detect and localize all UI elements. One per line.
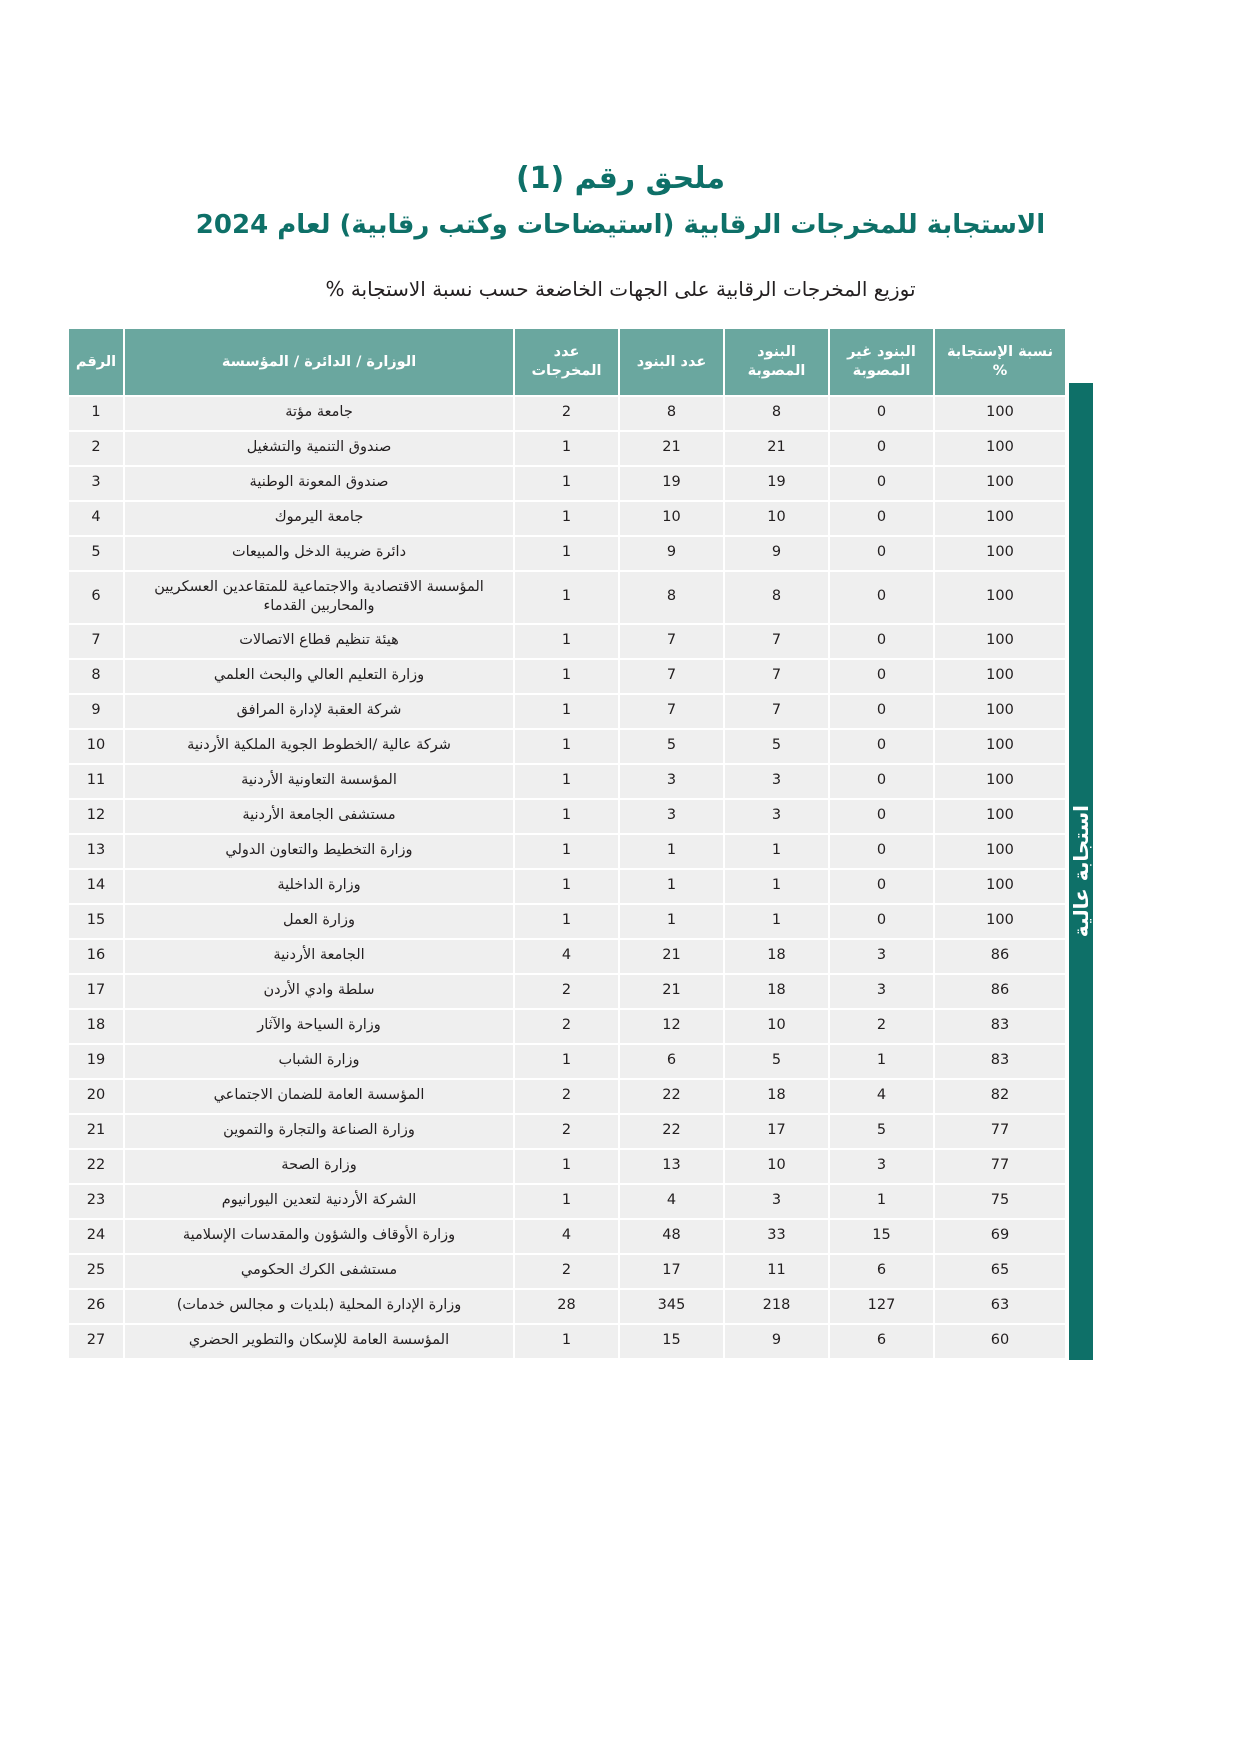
title-block: [0, 0, 1241, 243]
cell-unfixed-items: 0: [830, 502, 933, 535]
cell-response-rate: 100: [935, 572, 1065, 623]
cell-outputs-count: 1: [515, 835, 618, 868]
cell-outputs-count: 4: [515, 940, 618, 973]
table-row: [69, 502, 1065, 535]
cell-organization: وزارة التعليم العالي والبحث العلمي: [125, 660, 513, 693]
cell-unfixed-items: 3: [830, 1150, 933, 1183]
cell-unfixed-items: 3: [830, 975, 933, 1008]
table-container: [75, 327, 1093, 1360]
column-header-outputs-count: عدد المخرجات: [515, 329, 618, 395]
cell-organization: وزارة الإدارة المحلية (بلديات و مجالس خدمات): [125, 1290, 513, 1323]
cell-fixed-items: 8: [725, 572, 828, 623]
cell-number: 16: [69, 940, 123, 973]
cell-fixed-items: 7: [725, 660, 828, 693]
cell-response-rate: 75: [935, 1185, 1065, 1218]
cell-outputs-count: 1: [515, 765, 618, 798]
cell-fixed-items: 1: [725, 870, 828, 903]
cell-organization: شركة العقبة لإدارة المرافق: [125, 695, 513, 728]
cell-response-rate: 83: [935, 1045, 1065, 1078]
cell-number: 9: [69, 695, 123, 728]
table-row: [69, 397, 1065, 430]
cell-response-rate: 86: [935, 975, 1065, 1008]
cell-items-count: 1: [620, 905, 723, 938]
table-row: [69, 940, 1065, 973]
cell-number: 15: [69, 905, 123, 938]
cell-organization: وزارة الصناعة والتجارة والتموين: [125, 1115, 513, 1148]
cell-outputs-count: 1: [515, 625, 618, 658]
cell-organization: صندوق التنمية والتشغيل: [125, 432, 513, 465]
cell-outputs-count: 4: [515, 1220, 618, 1253]
cell-items-count: 3: [620, 765, 723, 798]
cell-unfixed-items: 0: [830, 835, 933, 868]
cell-fixed-items: 5: [725, 730, 828, 763]
table-row: [69, 695, 1065, 728]
cell-items-count: 345: [620, 1290, 723, 1323]
cell-items-count: 21: [620, 432, 723, 465]
cell-outputs-count: 1: [515, 1045, 618, 1078]
table-row: [69, 1325, 1065, 1358]
cell-organization: المؤسسة العامة للضمان الاجتماعي: [125, 1080, 513, 1113]
table-row: [69, 660, 1065, 693]
cell-response-rate: 100: [935, 870, 1065, 903]
cell-unfixed-items: 0: [830, 730, 933, 763]
cell-organization: وزارة الداخلية: [125, 870, 513, 903]
cell-items-count: 19: [620, 467, 723, 500]
cell-outputs-count: 1: [515, 695, 618, 728]
cell-unfixed-items: 0: [830, 905, 933, 938]
cell-number: 11: [69, 765, 123, 798]
cell-response-rate: 100: [935, 905, 1065, 938]
cell-outputs-count: 1: [515, 572, 618, 623]
cell-items-count: 22: [620, 1080, 723, 1113]
cell-items-count: 1: [620, 870, 723, 903]
cell-response-rate: 65: [935, 1255, 1065, 1288]
cell-organization: المؤسسة العامة للإسكان والتطوير الحضري: [125, 1325, 513, 1358]
cell-response-rate: 77: [935, 1150, 1065, 1183]
cell-unfixed-items: 0: [830, 625, 933, 658]
cell-unfixed-items: 0: [830, 397, 933, 430]
cell-number: 12: [69, 800, 123, 833]
cell-items-count: 8: [620, 397, 723, 430]
cell-unfixed-items: 0: [830, 695, 933, 728]
table-row: [69, 870, 1065, 903]
cell-outputs-count: 1: [515, 730, 618, 763]
cell-fixed-items: 8: [725, 397, 828, 430]
cell-unfixed-items: 0: [830, 572, 933, 623]
cell-response-rate: 60: [935, 1325, 1065, 1358]
cell-fixed-items: 7: [725, 695, 828, 728]
cell-outputs-count: 2: [515, 397, 618, 430]
cell-outputs-count: 1: [515, 870, 618, 903]
cell-items-count: 48: [620, 1220, 723, 1253]
cell-number: 27: [69, 1325, 123, 1358]
cell-outputs-count: 1: [515, 502, 618, 535]
cell-number: 24: [69, 1220, 123, 1253]
table-row: [69, 1220, 1065, 1253]
cell-fixed-items: 9: [725, 537, 828, 570]
cell-unfixed-items: 0: [830, 765, 933, 798]
cell-fixed-items: 5: [725, 1045, 828, 1078]
cell-outputs-count: 1: [515, 1185, 618, 1218]
cell-response-rate: 100: [935, 467, 1065, 500]
cell-outputs-count: 1: [515, 432, 618, 465]
cell-response-rate: 100: [935, 660, 1065, 693]
cell-response-rate: 100: [935, 730, 1065, 763]
cell-unfixed-items: 6: [830, 1255, 933, 1288]
cell-number: 19: [69, 1045, 123, 1078]
table-row: [69, 467, 1065, 500]
cell-number: 22: [69, 1150, 123, 1183]
table-row: [69, 432, 1065, 465]
cell-response-rate: 69: [935, 1220, 1065, 1253]
cell-unfixed-items: 0: [830, 800, 933, 833]
cell-number: 14: [69, 870, 123, 903]
cell-outputs-count: 1: [515, 1150, 618, 1183]
cell-organization: مستشفى الكرك الحكومي: [125, 1255, 513, 1288]
table-row: [69, 1255, 1065, 1288]
cell-number: 10: [69, 730, 123, 763]
cell-organization: المؤسسة الاقتصادية والاجتماعية للمتقاعدين العسكريين والمحاربين القدماء: [125, 572, 513, 623]
cell-fixed-items: 9: [725, 1325, 828, 1358]
cell-outputs-count: 1: [515, 905, 618, 938]
cell-organization: جامعة اليرموك: [125, 502, 513, 535]
response-table: [67, 327, 1067, 1360]
cell-number: 18: [69, 1010, 123, 1043]
cell-items-count: 9: [620, 537, 723, 570]
cell-outputs-count: 1: [515, 800, 618, 833]
cell-organization: وزارة الأوقاف والشؤون والمقدسات الإسلامية: [125, 1220, 513, 1253]
cell-response-rate: 82: [935, 1080, 1065, 1113]
cell-items-count: 13: [620, 1150, 723, 1183]
cell-organization: هيئة تنظيم قطاع الاتصالات: [125, 625, 513, 658]
cell-fixed-items: 33: [725, 1220, 828, 1253]
table-row: [69, 1185, 1065, 1218]
category-band-high-response: [1069, 383, 1093, 1360]
cell-number: 3: [69, 467, 123, 500]
cell-fixed-items: 18: [725, 1080, 828, 1113]
cell-number: 13: [69, 835, 123, 868]
cell-number: 6: [69, 572, 123, 623]
cell-response-rate: 100: [935, 800, 1065, 833]
cell-response-rate: 83: [935, 1010, 1065, 1043]
table-row: [69, 765, 1065, 798]
cell-organization: وزارة الشباب: [125, 1045, 513, 1078]
cell-unfixed-items: 1: [830, 1185, 933, 1218]
table-row: [69, 625, 1065, 658]
cell-number: 5: [69, 537, 123, 570]
cell-unfixed-items: 2: [830, 1010, 933, 1043]
cell-outputs-count: 2: [515, 1010, 618, 1043]
cell-outputs-count: 1: [515, 660, 618, 693]
cell-unfixed-items: 0: [830, 870, 933, 903]
cell-number: 7: [69, 625, 123, 658]
cell-items-count: 21: [620, 940, 723, 973]
cell-response-rate: 77: [935, 1115, 1065, 1148]
cell-number: 2: [69, 432, 123, 465]
cell-outputs-count: 28: [515, 1290, 618, 1323]
cell-response-rate: 100: [935, 537, 1065, 570]
cell-response-rate: 100: [935, 432, 1065, 465]
cell-fixed-items: 10: [725, 1150, 828, 1183]
table-row: [69, 1045, 1065, 1078]
cell-items-count: 3: [620, 800, 723, 833]
table-header: [69, 329, 1065, 395]
cell-unfixed-items: 0: [830, 432, 933, 465]
cell-fixed-items: 21: [725, 432, 828, 465]
cell-organization: شركة عالية /الخطوط الجوية الملكية الأردنية: [125, 730, 513, 763]
cell-organization: دائرة ضريبة الدخل والمبيعات: [125, 537, 513, 570]
column-header-unfixed-items: البنود غير المصوبة: [830, 329, 933, 395]
page-title: ملحق رقم (1): [515, 161, 726, 196]
table-row: [69, 730, 1065, 763]
cell-response-rate: 100: [935, 502, 1065, 535]
cell-outputs-count: 1: [515, 537, 618, 570]
table-caption: توزيع المخرجات الرقابية على الجهات الخاضعة حسب نسبة الاستجابة %: [325, 276, 916, 301]
cell-organization: جامعة مؤتة: [125, 397, 513, 430]
cell-unfixed-items: 6: [830, 1325, 933, 1358]
cell-outputs-count: 2: [515, 1080, 618, 1113]
page-subtitle: الاستجابة للمخرجات الرقابية (استيضاحات وكتب رقابية) لعام 2024: [195, 209, 1046, 240]
cell-fixed-items: 19: [725, 467, 828, 500]
cell-organization: صندوق المعونة الوطنية: [125, 467, 513, 500]
cell-organization: وزارة العمل: [125, 905, 513, 938]
cell-items-count: 21: [620, 975, 723, 1008]
cell-response-rate: 100: [935, 695, 1065, 728]
table-row: [69, 1150, 1065, 1183]
cell-fixed-items: 10: [725, 502, 828, 535]
cell-items-count: 22: [620, 1115, 723, 1148]
column-header-items-count: عدد البنود: [620, 329, 723, 395]
table-body: [69, 397, 1065, 1358]
cell-fixed-items: 1: [725, 835, 828, 868]
cell-outputs-count: 2: [515, 1255, 618, 1288]
cell-fixed-items: 218: [725, 1290, 828, 1323]
cell-unfixed-items: 3: [830, 940, 933, 973]
cell-unfixed-items: 127: [830, 1290, 933, 1323]
cell-fixed-items: 7: [725, 625, 828, 658]
table-header-row: [69, 329, 1065, 395]
cell-organization: المؤسسة التعاونية الأردنية: [125, 765, 513, 798]
cell-fixed-items: 3: [725, 800, 828, 833]
cell-fixed-items: 11: [725, 1255, 828, 1288]
cell-outputs-count: 1: [515, 1325, 618, 1358]
cell-number: 20: [69, 1080, 123, 1113]
table-row: [69, 1080, 1065, 1113]
column-header-fixed-items: البنود المصوبة: [725, 329, 828, 395]
cell-items-count: 4: [620, 1185, 723, 1218]
column-header-response-rate: نسبة الإستجابة %: [935, 329, 1065, 395]
cell-items-count: 7: [620, 625, 723, 658]
cell-fixed-items: 1: [725, 905, 828, 938]
cell-organization: وزارة التخطيط والتعاون الدولي: [125, 835, 513, 868]
cell-items-count: 10: [620, 502, 723, 535]
cell-unfixed-items: 0: [830, 467, 933, 500]
cell-organization: وزارة السياحة والآثار: [125, 1010, 513, 1043]
cell-number: 1: [69, 397, 123, 430]
cell-organization: الشركة الأردنية لتعدين اليورانيوم: [125, 1185, 513, 1218]
cell-number: 21: [69, 1115, 123, 1148]
table-row: [69, 905, 1065, 938]
cell-items-count: 1: [620, 835, 723, 868]
cell-items-count: 15: [620, 1325, 723, 1358]
cell-fixed-items: 3: [725, 765, 828, 798]
table-row: [69, 537, 1065, 570]
column-header-number: الرقم: [69, 329, 123, 395]
cell-response-rate: 63: [935, 1290, 1065, 1323]
cell-items-count: 8: [620, 572, 723, 623]
cell-response-rate: 100: [935, 397, 1065, 430]
cell-response-rate: 100: [935, 625, 1065, 658]
cell-unfixed-items: 15: [830, 1220, 933, 1253]
cell-items-count: 6: [620, 1045, 723, 1078]
cell-items-count: 12: [620, 1010, 723, 1043]
cell-items-count: 7: [620, 660, 723, 693]
cell-organization: مستشفى الجامعة الأردنية: [125, 800, 513, 833]
table-row: [69, 1010, 1065, 1043]
cell-response-rate: 86: [935, 940, 1065, 973]
table-row: [69, 572, 1065, 623]
cell-items-count: 5: [620, 730, 723, 763]
cell-fixed-items: 10: [725, 1010, 828, 1043]
column-header-organization: الوزارة / الدائرة / المؤسسة: [125, 329, 513, 395]
cell-outputs-count: 2: [515, 975, 618, 1008]
cell-unfixed-items: 5: [830, 1115, 933, 1148]
cell-number: 23: [69, 1185, 123, 1218]
cell-outputs-count: 1: [515, 467, 618, 500]
table-row: [69, 835, 1065, 868]
cell-number: 8: [69, 660, 123, 693]
cell-items-count: 17: [620, 1255, 723, 1288]
cell-organization: الجامعة الأردنية: [125, 940, 513, 973]
cell-organization: وزارة الصحة: [125, 1150, 513, 1183]
cell-fixed-items: 18: [725, 940, 828, 973]
table-row: [69, 1290, 1065, 1323]
table-row: [69, 800, 1065, 833]
cell-fixed-items: 3: [725, 1185, 828, 1218]
cell-items-count: 7: [620, 695, 723, 728]
cell-unfixed-items: 1: [830, 1045, 933, 1078]
cell-unfixed-items: 0: [830, 660, 933, 693]
category-band-label: استجابة عالية: [1069, 805, 1093, 938]
cell-number: 25: [69, 1255, 123, 1288]
cell-unfixed-items: 0: [830, 537, 933, 570]
cell-number: 4: [69, 502, 123, 535]
table-row: [69, 1115, 1065, 1148]
cell-number: 26: [69, 1290, 123, 1323]
cell-organization: سلطة وادي الأردن: [125, 975, 513, 1008]
cell-fixed-items: 17: [725, 1115, 828, 1148]
cell-response-rate: 100: [935, 765, 1065, 798]
cell-number: 17: [69, 975, 123, 1008]
cell-fixed-items: 18: [725, 975, 828, 1008]
table-row: [69, 975, 1065, 1008]
cell-outputs-count: 2: [515, 1115, 618, 1148]
cell-unfixed-items: 4: [830, 1080, 933, 1113]
cell-response-rate: 100: [935, 835, 1065, 868]
